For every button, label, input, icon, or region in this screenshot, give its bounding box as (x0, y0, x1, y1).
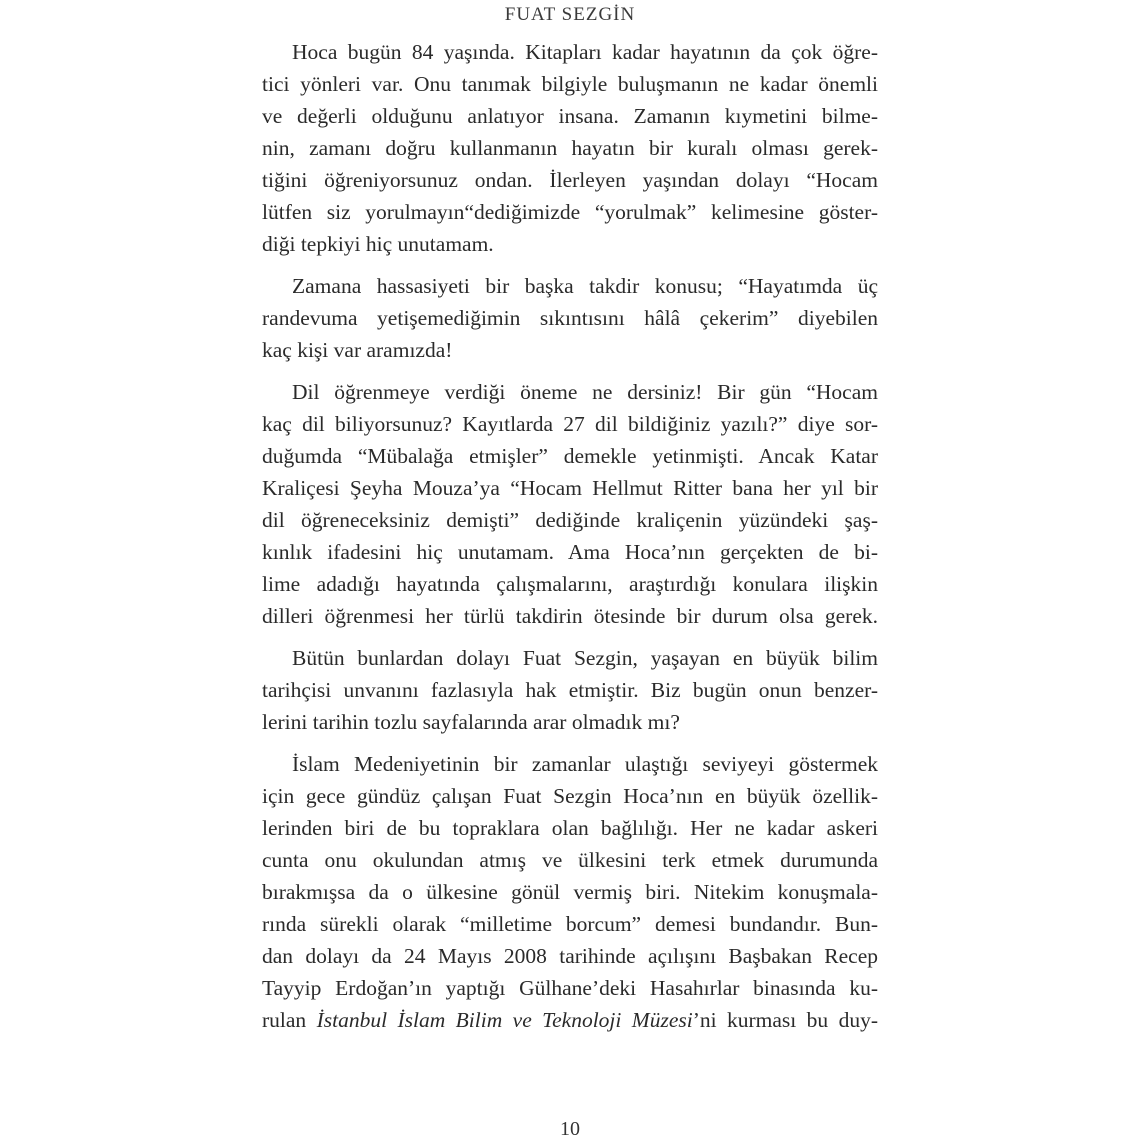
text-line: lime adadığı hayatında çalışmalarını, araştırdığı konulara ilişkin (262, 572, 878, 596)
museum-title: İstanbul İslam Bilim ve Teknoloji Müzesi (316, 1008, 693, 1032)
text-line: Tayyip Erdoğan’ın yaptığı Gülhane’deki Hasahırlar binasında ku- (262, 976, 878, 1000)
text-line: nin, zamanı doğru kullanmanın hayatın bir kuralı olması gerek- (262, 136, 878, 160)
text-line: Hoca bugün 84 yaşında. Kitapları kadar hayatının da çok öğre- (292, 40, 878, 64)
text-line: lerini tarihin tozlu sayfalarında arar olmadık mı? (262, 710, 680, 734)
text-line: lerinden biri de bu topraklara olan bağlılığı. Her ne kadar askeri (262, 816, 878, 840)
paragraph (262, 642, 878, 738)
text-line: İslam Medeniyetinin bir zamanlar ulaştığı seviyeyi göstermek (292, 752, 878, 776)
running-head: FUAT SEZGİN (504, 4, 636, 25)
text-fragment: ’ni kurması bu duy- (692, 1008, 878, 1032)
page-number: 10 (560, 1118, 580, 1140)
text-line: tiğini öğreniyorsunuz ondan. İlerleyen yaşından dolayı “Hocam (262, 168, 878, 192)
text-line: Dil öğrenmeye verdiği öneme ne dersiniz! Bir gün “Hocam (292, 380, 878, 404)
text-line: bırakmışsa da o ülkesine gönül vermiş biri. Nitekim konuşmala- (262, 880, 878, 904)
text-line: dil öğreneceksiniz demişti” dediğinde kraliçenin yüzündeki şaş- (262, 508, 878, 532)
text-line: kınlık ifadesini hiç unutamam. Ama Hoca’nın gerçekten de bi- (262, 540, 878, 564)
text-line: tarihçisi unvanını fazlasıyla hak etmiştir. Biz bugün onun benzer- (262, 678, 878, 702)
text-line: rında sürekli olarak “milletime borcum” demesi bundandır. Bun- (262, 912, 878, 936)
body-text (262, 36, 878, 1046)
text-line: lütfen siz yorulmayın“dediğimizde “yorulmak” kelimesine göster- (262, 200, 878, 224)
paragraph (262, 376, 878, 632)
text-line-with-museum-title (262, 1004, 878, 1036)
text-line: diği tepkiyi hiç unutamam. (262, 232, 494, 256)
text-line: dan dolayı da 24 Mayıs 2008 tarihinde açılışını Başbakan Recep (262, 944, 878, 968)
text-line: Bütün bunlardan dolayı Fuat Sezgin, yaşayan en büyük bilim (292, 646, 878, 670)
text-line: tici yönleri var. Onu tanımak bilgiyle buluşmanın ne kadar önemli (262, 72, 878, 96)
text-line: Kraliçesi Şeyha Mouza’ya “Hocam Hellmut Ritter bana her yıl bir (262, 476, 878, 500)
paragraph (262, 36, 878, 260)
text-fragment: rulan (262, 1008, 317, 1032)
paragraph (262, 270, 878, 366)
text-line: ve değerli olduğunu anlatıyor insana. Zamanın kıymetini bilme- (262, 104, 878, 128)
text-line: için gece gündüz çalışan Fuat Sezgin Hoca’nın en büyük özellik- (262, 784, 878, 808)
text-line: Zamana hassasiyeti bir başka takdir konusu; “Hayatımda üç (292, 274, 878, 298)
text-line: duğumda “Mübalağa etmişler” demekle yetinmişti. Ancak Katar (262, 444, 878, 468)
paragraph (262, 748, 878, 1036)
text-line: cunta onu okulundan atmış ve ülkesini terk etmek durumunda (262, 848, 878, 872)
text-line: kaç dil biliyorsunuz? Kayıtlarda 27 dil bildiğiniz yazılı?” diye sor- (262, 412, 878, 436)
text-line: kaç kişi var aramızda! (262, 338, 453, 362)
text-line: randevuma yetişemediğimin sıkıntısını hâlâ çekerim” diyebilen (262, 306, 878, 330)
text-line: dilleri öğrenmesi her türlü takdirin ötesinde bir durum olsa gerek. (262, 604, 878, 628)
